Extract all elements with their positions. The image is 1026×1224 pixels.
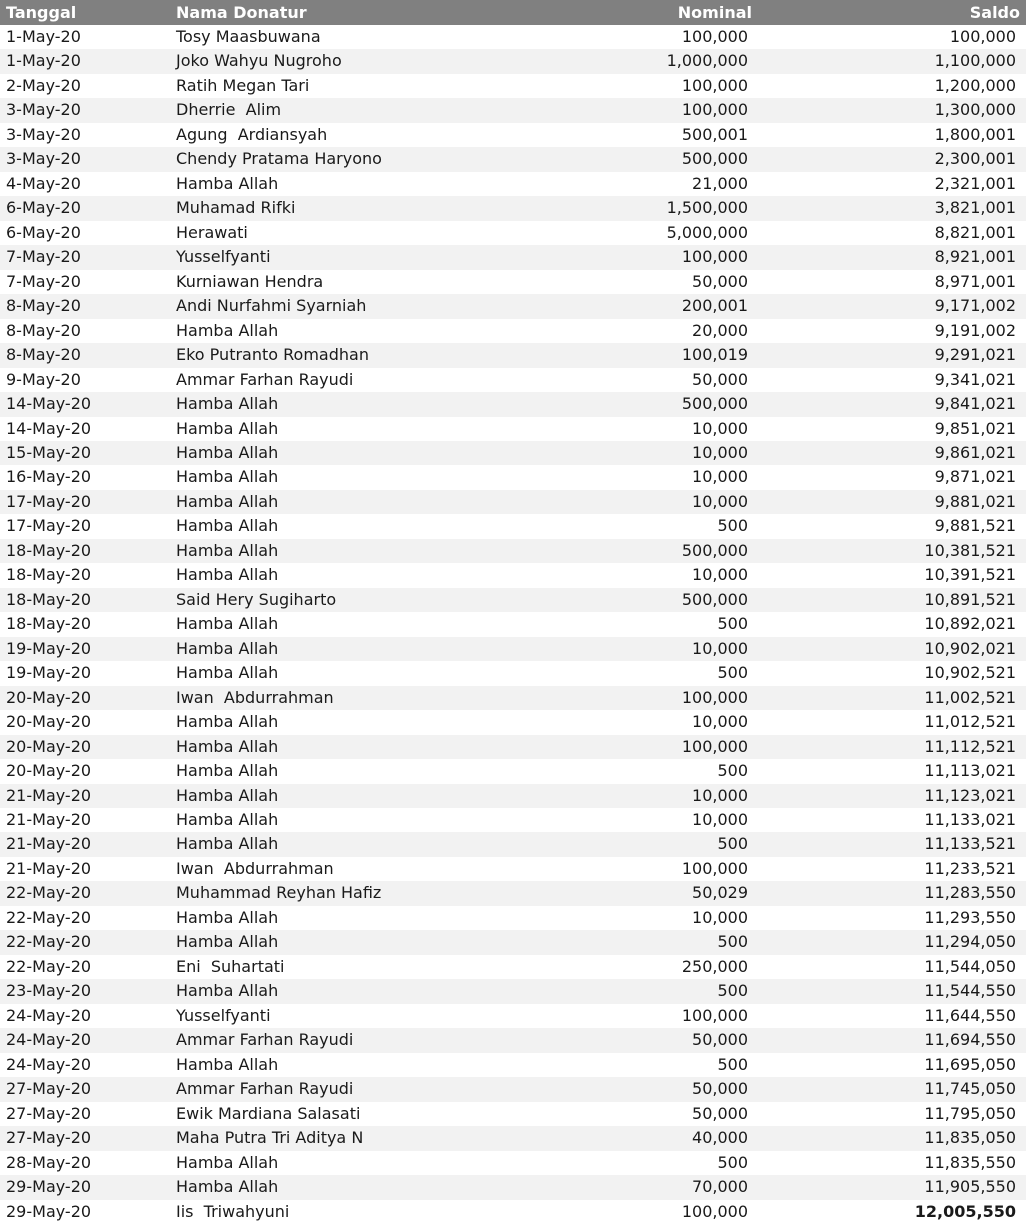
table-row [0,588,1026,612]
nominal-cell[interactable]: 100,000 [681,100,748,120]
donor-name-cell[interactable]: Hamba Allah [176,1152,279,1172]
nominal-cell[interactable]: 5,000,000 [666,222,748,242]
table-row [0,735,1026,759]
nominal-cell[interactable]: 500,000 [681,540,748,560]
saldo-cell[interactable]: 11,745,050 [924,1079,1016,1099]
date-cell[interactable]: 4-May-20 [6,173,81,193]
donor-name-cell[interactable]: Hamba Allah [176,418,279,438]
date-cell[interactable]: 21-May-20 [6,858,92,878]
nominal-cell[interactable]: 500 [717,981,748,1001]
date-cell[interactable]: 28-May-20 [6,1152,92,1172]
date-cell[interactable]: 19-May-20 [6,663,92,683]
table-row [0,930,1026,954]
table-row [0,759,1026,783]
donor-name-cell[interactable]: Hamba Allah [176,565,279,585]
donor-name-cell[interactable]: Kurniawan Hendra [176,271,324,291]
nominal-cell[interactable]: 250,000 [681,956,748,976]
date-cell[interactable]: 20-May-20 [6,712,92,732]
table-row [0,1175,1026,1199]
saldo-cell[interactable]: 9,171,002 [934,296,1016,316]
date-cell[interactable]: 24-May-20 [6,1030,92,1050]
saldo-cell[interactable]: 11,644,550 [924,1005,1016,1025]
donor-name-cell[interactable]: Joko Wahyu Nugroho [176,51,342,71]
date-cell[interactable]: 8-May-20 [6,345,81,365]
table-row [0,661,1026,685]
nominal-cell[interactable]: 10,000 [692,712,748,732]
table-row [0,74,1026,98]
nominal-cell[interactable]: 10,000 [692,638,748,658]
date-cell[interactable]: 19-May-20 [6,638,92,658]
date-cell[interactable]: 7-May-20 [6,271,81,291]
nominal-cell[interactable]: 10,000 [692,442,748,462]
donor-name-cell[interactable]: Iwan Abdurrahman [176,858,334,878]
nominal-cell[interactable]: 10,000 [692,785,748,805]
nominal-cell[interactable]: 10,000 [692,810,748,829]
saldo-cell[interactable]: 9,341,021 [934,369,1016,389]
donor-name-cell[interactable]: Dherrie Alim [176,100,282,120]
table-row [0,343,1026,367]
date-cell[interactable]: 8-May-20 [6,296,81,316]
date-cell[interactable]: 20-May-20 [6,687,92,707]
saldo-cell[interactable]: 1,200,000 [934,75,1016,95]
table-row [0,270,1026,294]
saldo-cell[interactable]: 11,112,521 [924,736,1016,756]
table-row [0,319,1026,343]
saldo-cell[interactable]: 9,871,021 [934,467,1016,487]
nominal-cell[interactable]: 100,000 [681,75,748,95]
donor-name-cell[interactable]: Muhamad Rifki [176,198,296,218]
saldo-cell[interactable]: 10,381,521 [924,540,1016,560]
saldo-cell[interactable]: 11,293,550 [924,907,1016,927]
saldo-cell[interactable]: 11,283,550 [924,883,1016,903]
table-row [0,1102,1026,1126]
nominal-cell[interactable]: 500 [717,516,748,536]
date-cell[interactable]: 23-May-20 [6,981,92,1001]
saldo-cell[interactable]: 11,795,050 [924,1103,1016,1123]
table-row [0,1126,1026,1150]
saldo-cell[interactable]: 11,905,550 [924,1177,1016,1197]
nominal-cell[interactable]: 100,019 [681,345,748,365]
nominal-cell[interactable]: 100,000 [681,247,748,267]
saldo-cell[interactable]: 9,861,021 [934,442,1016,462]
nominal-cell[interactable]: 21,000 [692,173,748,193]
table-row [0,881,1026,905]
date-cell[interactable]: 21-May-20 [6,810,92,829]
saldo-cell[interactable]: 11,835,050 [924,1128,1016,1148]
donor-name-cell[interactable]: Hamba Allah [176,932,279,952]
date-cell[interactable]: 17-May-20 [6,491,92,511]
nominal-cell[interactable]: 40,000 [692,1128,748,1148]
nominal-cell[interactable]: 10,000 [692,565,748,585]
donor-name-cell[interactable]: Tosy Maasbuwana [176,27,321,46]
nominal-cell[interactable]: 70,000 [692,1177,748,1197]
header-saldo[interactable]: Saldo [969,3,1020,22]
donor-name-cell[interactable]: Iwan Abdurrahman [176,687,334,707]
saldo-cell[interactable]: 10,902,021 [924,638,1016,658]
donor-name-cell[interactable]: Hamba Allah [176,320,279,340]
nominal-cell[interactable]: 100,000 [681,858,748,878]
table-body [0,25,1026,1224]
nominal-cell[interactable]: 10,000 [692,467,748,487]
saldo-cell[interactable]: 10,391,521 [924,565,1016,585]
donor-name-cell[interactable]: Hamba Allah [176,467,279,487]
donor-name-cell[interactable]: Ammar Farhan Rayudi [176,1079,354,1099]
table-row [0,147,1026,171]
nominal-cell[interactable]: 50,000 [692,271,748,291]
nominal-cell[interactable]: 200,001 [681,296,748,316]
table-row [0,98,1026,122]
table-row [0,563,1026,587]
date-cell[interactable]: 22-May-20 [6,883,92,903]
donor-name-cell[interactable]: Hamba Allah [176,834,279,854]
saldo-cell[interactable]: 10,891,521 [924,589,1016,609]
table-row [0,221,1026,245]
date-cell[interactable]: 14-May-20 [6,418,92,438]
date-cell[interactable]: 20-May-20 [6,761,92,781]
donor-name-cell[interactable]: Andi Nurfahmi Syarniah [176,296,367,316]
table-row [0,686,1026,710]
saldo-cell[interactable]: 11,695,050 [924,1054,1016,1074]
date-cell[interactable]: 15-May-20 [6,442,92,462]
nominal-cell[interactable]: 500 [717,834,748,854]
donor-name-cell[interactable]: Hamba Allah [176,491,279,511]
donor-name-cell[interactable]: Hamba Allah [176,173,279,193]
donor-name-cell[interactable]: Hamba Allah [176,1177,279,1197]
table-row [0,1028,1026,1052]
saldo-cell[interactable]: 11,544,050 [924,956,1016,976]
saldo-cell[interactable]: 11,113,021 [924,761,1016,781]
donor-name-cell[interactable]: Hamba Allah [176,638,279,658]
nominal-cell[interactable]: 500 [717,932,748,952]
date-cell[interactable]: 29-May-20 [6,1177,92,1197]
table-row [0,710,1026,734]
table-row [0,857,1026,881]
date-cell[interactable]: 27-May-20 [6,1103,92,1123]
nominal-cell[interactable]: 100,000 [681,27,748,46]
saldo-cell[interactable]: 2,300,001 [934,149,1016,169]
nominal-cell[interactable]: 100,000 [681,1201,748,1221]
table-row [0,196,1026,220]
date-cell[interactable]: 8-May-20 [6,320,81,340]
saldo-cell[interactable]: 9,291,021 [934,345,1016,365]
table-row [0,465,1026,489]
donor-name-cell[interactable]: Hamba Allah [176,540,279,560]
table-row [0,906,1026,930]
nominal-cell[interactable]: 1,000,000 [666,51,748,71]
saldo-cell[interactable]: 100,000 [949,27,1016,46]
table-row [0,612,1026,636]
table-row [0,490,1026,514]
saldo-cell[interactable]: 11,123,021 [924,785,1016,805]
donor-name-cell[interactable]: Hamba Allah [176,981,279,1001]
date-cell[interactable]: 6-May-20 [6,198,81,218]
saldo-cell[interactable]: 1,100,000 [934,51,1016,71]
nominal-cell[interactable]: 10,000 [692,491,748,511]
nominal-cell[interactable]: 20,000 [692,320,748,340]
donor-name-cell[interactable]: Yusselfyanti [176,247,271,267]
nominal-cell[interactable]: 10,000 [692,418,748,438]
date-cell[interactable]: 22-May-20 [6,907,92,927]
table-row [0,955,1026,979]
donor-name-cell[interactable]: Hamba Allah [176,712,279,732]
table-row [0,808,1026,832]
table-row [0,514,1026,538]
donor-name-cell[interactable]: Muhammad Reyhan Hafiz [176,883,382,903]
table-row [0,417,1026,441]
nominal-cell[interactable]: 500,001 [681,124,748,144]
nominal-cell[interactable]: 100,000 [681,736,748,756]
table-row [0,172,1026,196]
saldo-total-cell[interactable]: 12,005,550 [914,1201,1016,1221]
date-cell[interactable]: 3-May-20 [6,100,81,120]
date-cell[interactable]: 17-May-20 [6,516,92,536]
donor-name-cell[interactable]: Hamba Allah [176,761,279,781]
nominal-cell[interactable]: 500,000 [681,149,748,169]
table-row [0,123,1026,147]
donor-name-cell[interactable]: Hamba Allah [176,736,279,756]
saldo-cell[interactable]: 9,881,521 [934,516,1016,536]
donor-name-cell[interactable]: Agung Ardiansyah [176,124,328,144]
date-cell[interactable]: 22-May-20 [6,956,92,976]
nominal-cell[interactable]: 50,029 [692,883,748,903]
saldo-cell[interactable]: 11,012,521 [924,712,1016,732]
saldo-cell[interactable]: 9,881,021 [934,491,1016,511]
header-tanggal[interactable]: Tanggal [6,3,77,22]
nominal-cell[interactable]: 500,000 [681,394,748,414]
date-cell[interactable]: 18-May-20 [6,565,92,585]
date-cell[interactable]: 9-May-20 [6,369,81,389]
table-row [0,245,1026,269]
table-row [0,441,1026,465]
nominal-cell[interactable]: 100,000 [681,1005,748,1025]
table-row [0,294,1026,318]
date-cell[interactable]: 18-May-20 [6,540,92,560]
date-cell[interactable]: 18-May-20 [6,589,92,609]
donor-name-cell[interactable]: Iis Triwahyuni [176,1201,290,1221]
table-row [0,979,1026,1003]
donor-name-cell[interactable]: Eko Putranto Romadhan [176,345,369,365]
table-row [0,637,1026,661]
table-row [0,539,1026,563]
date-cell[interactable]: 18-May-20 [6,614,92,634]
saldo-cell[interactable]: 11,233,521 [924,858,1016,878]
date-cell[interactable]: 1-May-20 [6,27,81,46]
nominal-cell[interactable]: 100,000 [681,687,748,707]
date-cell[interactable]: 7-May-20 [6,247,81,267]
date-cell[interactable]: 21-May-20 [6,785,92,805]
saldo-cell[interactable]: 11,133,021 [924,810,1016,829]
donor-name-cell[interactable]: Hamba Allah [176,442,279,462]
date-cell[interactable]: 6-May-20 [6,222,81,242]
saldo-cell[interactable]: 11,544,550 [924,981,1016,1001]
nominal-cell[interactable]: 50,000 [692,369,748,389]
table-row [0,1077,1026,1101]
donor-name-cell[interactable]: Hamba Allah [176,907,279,927]
donor-name-cell[interactable]: Ammar Farhan Rayudi [176,1030,354,1050]
nominal-cell[interactable]: 500 [717,1054,748,1074]
nominal-cell[interactable]: 50,000 [692,1030,748,1050]
nominal-cell[interactable]: 500 [717,663,748,683]
saldo-cell[interactable]: 9,841,021 [934,394,1016,414]
nominal-cell[interactable]: 10,000 [692,907,748,927]
saldo-cell[interactable]: 11,694,550 [924,1030,1016,1050]
saldo-cell[interactable]: 3,821,001 [934,198,1016,218]
saldo-cell[interactable]: 8,971,001 [934,271,1016,291]
saldo-cell[interactable]: 10,902,521 [924,663,1016,683]
donor-name-cell[interactable]: Hamba Allah [176,1054,279,1074]
donor-name-cell[interactable]: Eni Suhartati [176,956,285,976]
saldo-cell[interactable]: 11,133,521 [924,834,1016,854]
table-row [0,392,1026,416]
donor-name-cell[interactable]: Hamba Allah [176,394,279,414]
saldo-cell[interactable]: 8,921,001 [934,247,1016,267]
date-cell[interactable]: 27-May-20 [6,1079,92,1099]
table-row [0,1151,1026,1175]
saldo-cell[interactable]: 9,191,002 [934,320,1016,340]
header-nama-donatur[interactable]: Nama Donatur [176,3,307,22]
saldo-cell[interactable]: 8,821,001 [934,222,1016,242]
donor-name-cell[interactable]: Maha Putra Tri Aditya N [176,1128,364,1148]
table-row [0,1004,1026,1028]
date-cell[interactable]: 3-May-20 [6,149,81,169]
saldo-cell[interactable]: 11,294,050 [924,932,1016,952]
donor-name-cell[interactable]: Herawati [176,222,248,242]
table-row [0,1053,1026,1077]
table-row [0,368,1026,392]
date-cell[interactable]: 20-May-20 [6,736,92,756]
date-cell[interactable]: 21-May-20 [6,834,92,854]
date-cell[interactable]: 3-May-20 [6,124,81,144]
saldo-cell[interactable]: 10,892,021 [924,614,1016,634]
table-row [0,1200,1026,1224]
donor-name-cell[interactable]: Yusselfyanti [176,1005,271,1025]
nominal-cell[interactable]: 50,000 [692,1079,748,1099]
donor-name-cell[interactable]: Chendy Pratama Haryono [176,149,382,169]
saldo-cell[interactable]: 9,851,021 [934,418,1016,438]
date-cell[interactable]: 22-May-20 [6,932,92,952]
donor-name-cell[interactable]: Ewik Mardiana Salasati [176,1103,361,1123]
donor-name-cell[interactable]: Hamba Allah [176,663,279,683]
date-cell[interactable]: 24-May-20 [6,1054,92,1074]
saldo-cell[interactable]: 1,300,000 [934,100,1016,120]
table-header [0,0,1026,25]
nominal-cell[interactable]: 50,000 [692,1103,748,1123]
nominal-cell[interactable]: 500 [717,761,748,781]
nominal-cell[interactable]: 1,500,000 [666,198,748,218]
date-cell[interactable]: 29-May-20 [6,1201,92,1221]
donor-name-cell[interactable]: Ratih Megan Tari [176,75,310,95]
nominal-cell[interactable]: 500 [717,1152,748,1172]
saldo-cell[interactable]: 11,002,521 [924,687,1016,707]
donor-name-cell[interactable]: Hamba Allah [176,516,279,536]
table-row [0,784,1026,808]
date-cell[interactable]: 2-May-20 [6,75,81,95]
nominal-cell[interactable]: 500,000 [681,589,748,609]
date-cell[interactable]: 16-May-20 [6,467,92,487]
donor-name-cell[interactable]: Hamba Allah [176,614,279,634]
table-row [0,25,1026,49]
donor-name-cell[interactable]: Said Hery Sugiharto [176,589,337,609]
donor-name-cell[interactable]: Ammar Farhan Rayudi [176,369,354,389]
donor-name-cell[interactable]: Hamba Allah [176,810,279,829]
date-cell[interactable]: 14-May-20 [6,394,92,414]
header-nominal[interactable]: Nominal [677,3,752,22]
table-row [0,49,1026,73]
table-row [0,832,1026,856]
saldo-cell[interactable]: 2,321,001 [934,173,1016,193]
nominal-cell[interactable]: 500 [717,614,748,634]
saldo-cell[interactable]: 1,800,001 [934,124,1016,144]
date-cell[interactable]: 24-May-20 [6,1005,92,1025]
donor-name-cell[interactable]: Hamba Allah [176,785,279,805]
date-cell[interactable]: 27-May-20 [6,1128,92,1148]
date-cell[interactable]: 1-May-20 [6,51,81,71]
saldo-cell[interactable]: 11,835,550 [924,1152,1016,1172]
